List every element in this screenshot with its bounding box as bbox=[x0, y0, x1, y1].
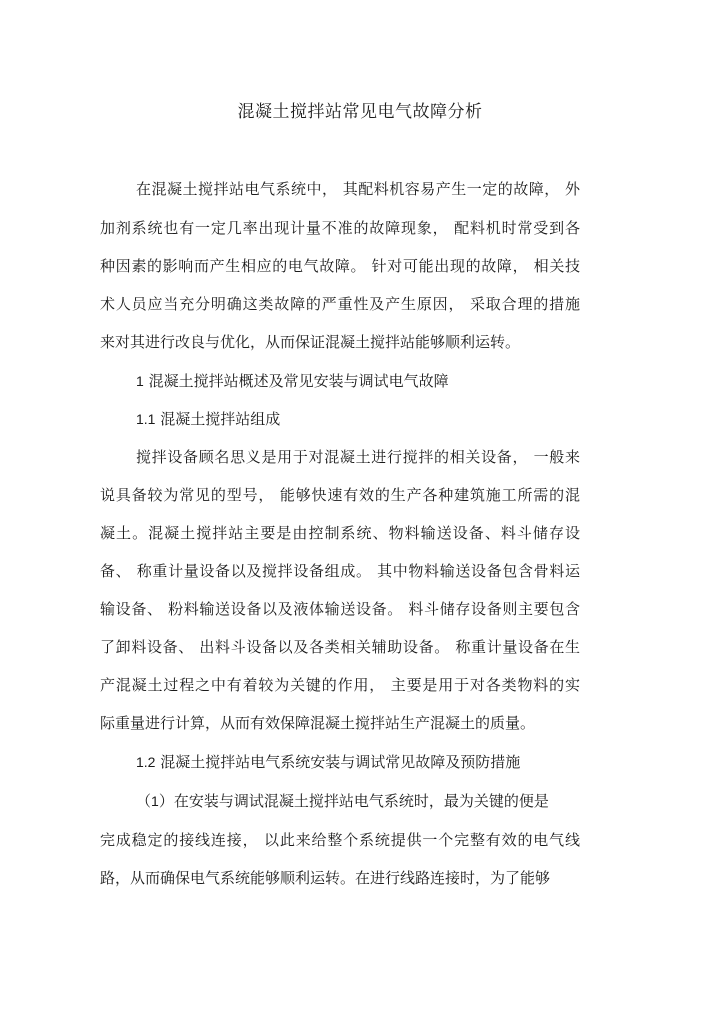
item-1-first-line bbox=[136, 791, 549, 811]
section-1-1-line-1: 搅拌设备顾名思义是用于对混凝土进行搅拌的相关设备， 一般来 bbox=[136, 448, 580, 466]
section-1-1-title: 混凝土搅拌站组成 bbox=[160, 410, 281, 428]
section-1-1-number: 1.1 bbox=[136, 411, 156, 427]
section-1-1-line-7: 产混凝土过程之中有着较为关键的作用， 主要是用于对各类物料的实 bbox=[100, 676, 580, 694]
item-1-paren-open: （ bbox=[136, 792, 152, 810]
document-title: 混凝土搅拌站常见电气故障分析 bbox=[237, 102, 483, 122]
item-1-paren-close: ） bbox=[158, 792, 174, 810]
item-1-number: 1 bbox=[151, 793, 159, 809]
intro-line-5: 来对其进行改良与优化，从而保证混凝土搅拌站能够顺利运转。 bbox=[100, 333, 521, 351]
intro-line-3: 种因素的影响而产生相应的电气故障。 针对可能出现的故障， 相关技 bbox=[100, 257, 580, 275]
section-1-2-heading bbox=[136, 752, 520, 772]
item-1-line-2: 完成稳定的接线连接， 以此来给整个系统提供一个完整有效的电气线 bbox=[100, 831, 580, 849]
item-1-text: 在安装与调试混凝土搅拌站电气系统时，最为关键的便是 bbox=[173, 792, 549, 810]
section-1-1-line-6: 了卸料设备、 出料斗设备以及各类相关辅助设备。 称重计量设备在生 bbox=[100, 638, 580, 656]
intro-line-1: 在混凝土搅拌站电气系统中， 其配料机容易产生一定的故障， 外 bbox=[136, 180, 580, 198]
section-1-1-line-5: 输设备、 粉料输送设备以及液体输送设备。 料斗储存设备则主要包含 bbox=[100, 600, 580, 618]
section-1-1-line-2: 说具备较为常见的型号， 能够快速有效的生产各种建筑施工所需的混 bbox=[100, 486, 580, 504]
section-1-2-title: 混凝土搅拌站电气系统安装与调试常见故障及预防措施 bbox=[160, 753, 521, 771]
intro-line-2: 加剂系统也有一定几率出现计量不准的故障现象， 配料机时常受到各 bbox=[100, 219, 580, 237]
section-1-title: 混凝土搅拌站概述及常见安装与调试电气故障 bbox=[148, 372, 449, 390]
section-1-number: 1 bbox=[136, 373, 144, 389]
intro-line-4: 术人员应当充分明确这类故障的严重性及产生原因， 采取合理的措施 bbox=[100, 295, 580, 313]
section-1-heading bbox=[136, 371, 449, 391]
section-1-2-number: 1.2 bbox=[136, 754, 156, 770]
section-1-1-line-8: 际重量进行计算，从而有效保障混凝土搅拌站生产混凝土的质量。 bbox=[100, 714, 536, 732]
section-1-1-line-3: 凝土。混凝土搅拌站主要是由控制系统、物料输送设备、料斗储存设 bbox=[100, 524, 580, 542]
section-1-1-line-4: 备、 称重计量设备以及搅拌设备组成。 其中物料输送设备包含骨料运 bbox=[100, 562, 580, 580]
item-1-line-3: 路，从而确保电气系统能够顺利运转。在进行线路连接时，为了能够 bbox=[100, 869, 551, 887]
section-1-1-heading bbox=[136, 409, 280, 429]
